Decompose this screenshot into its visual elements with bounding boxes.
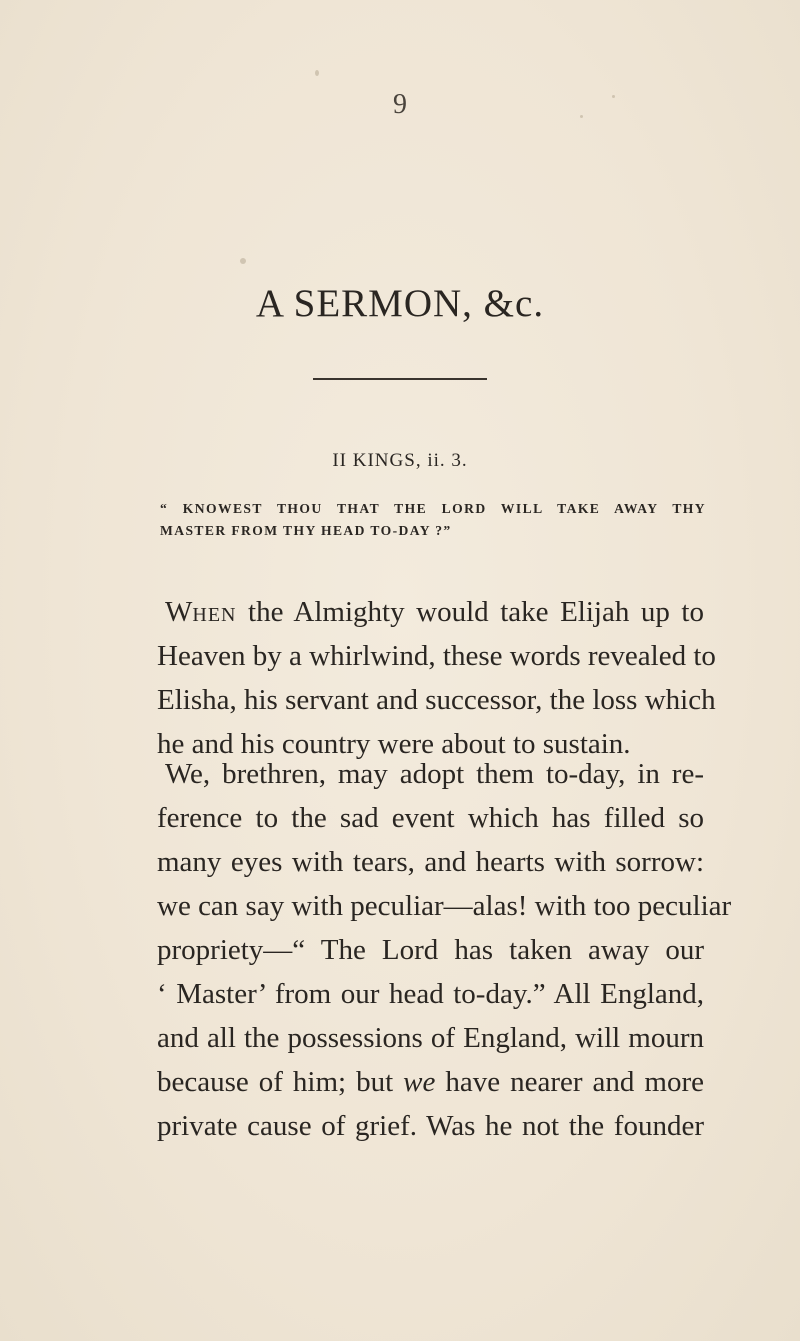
line-text: because of him; but bbox=[157, 1066, 404, 1098]
paragraph-line: ‘ Master’ from our head to-day.” All England, bbox=[157, 978, 704, 1010]
paragraph-line: ference to the sad event which has filled so bbox=[157, 802, 704, 834]
title-divider bbox=[313, 378, 487, 380]
paragraph-line: he and his country were about to sustain. bbox=[157, 728, 631, 760]
paragraph-2 bbox=[157, 752, 732, 1148]
paper-speck bbox=[315, 70, 319, 76]
emphasized-word: we bbox=[403, 1066, 436, 1098]
paragraph-line bbox=[157, 1060, 704, 1104]
page-title: A SERMON, &c. bbox=[255, 282, 545, 325]
epigraph-line: “ KNOWEST THOU THAT THE LORD WILL TAKE AWAY THY bbox=[160, 501, 706, 516]
paragraph-line: Heaven by a whirlwind, these words revealed to bbox=[157, 640, 716, 672]
scripture-reference: II KINGS, ii. 3. bbox=[332, 450, 468, 471]
epigraph-line: MASTER FROM THY HEAD TO-DAY ?” bbox=[160, 523, 452, 538]
line-text: have nearer and more bbox=[435, 1066, 704, 1098]
drop-word-rest: hen bbox=[192, 596, 237, 628]
paragraph-line: Elisha, his servant and successor, the loss which bbox=[157, 684, 716, 716]
paragraph-line: We, brethren, may adopt them to-day, in re- bbox=[165, 758, 704, 790]
page-number: 9 bbox=[393, 89, 407, 120]
paragraph-1 bbox=[157, 590, 716, 766]
paper-speck bbox=[240, 258, 246, 264]
paragraph-line: propriety—“ The Lord has taken away our bbox=[157, 934, 704, 966]
epigraph-quote bbox=[160, 498, 706, 542]
paragraph-line: private cause of grief. Was he not the founder bbox=[157, 1110, 704, 1142]
paragraph-line: and all the possessions of England, will mourn bbox=[157, 1022, 704, 1054]
first-line-text: the Almighty would take Elijah up to bbox=[236, 596, 704, 628]
paragraph-line: many eyes with tears, and hearts with sorrow: bbox=[157, 846, 704, 878]
drop-word-initial: W bbox=[165, 596, 193, 628]
paragraph-line: we can say with peculiar—alas! with too peculiar bbox=[157, 890, 732, 922]
paragraph-line bbox=[157, 590, 704, 634]
